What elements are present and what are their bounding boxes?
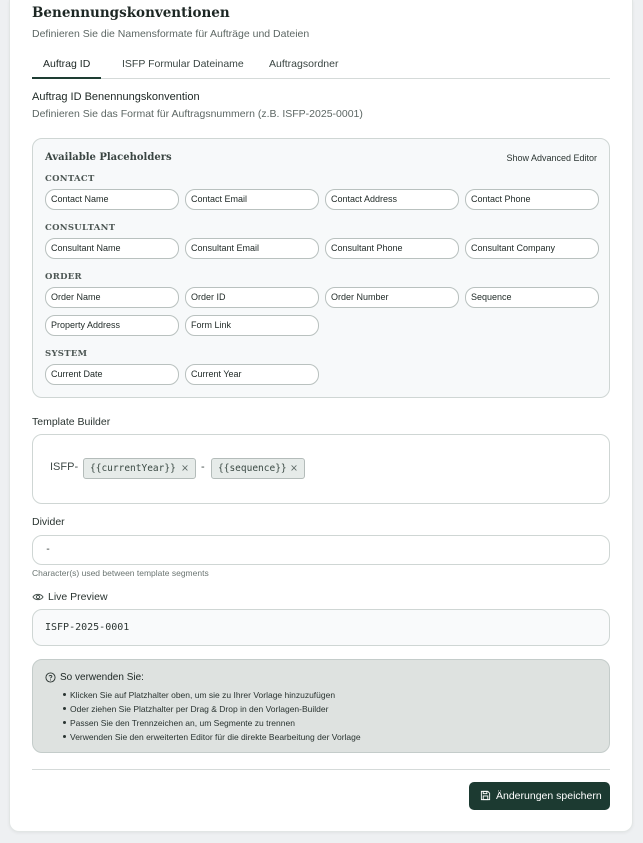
howto-list xyxy=(63,688,361,744)
placeholder-current-year[interactable]: Current Year xyxy=(185,364,319,385)
placeholder-consultant-email[interactable]: Consultant Email xyxy=(185,238,319,259)
live-preview-label: Live Preview xyxy=(48,591,108,603)
token-sequence[interactable] xyxy=(211,458,305,479)
placeholder-order-name[interactable]: Order Name xyxy=(45,287,179,308)
placeholder-sequence[interactable]: Sequence xyxy=(465,287,599,308)
section-subtitle: Definieren Sie das Format für Auftragsnummern (z.B. ISFP-2025-0001) xyxy=(32,108,363,120)
placeholder-current-date[interactable]: Current Date xyxy=(45,364,179,385)
token-label: {{sequence}} xyxy=(218,463,287,474)
live-preview-box xyxy=(32,609,610,646)
howto-item: Passen Sie den Trennzeichen an, um Segmente zu trennen xyxy=(63,716,361,730)
placeholder-consultant-phone[interactable]: Consultant Phone xyxy=(325,238,459,259)
template-prefix: ISFP- xyxy=(50,461,79,473)
placeholder-property-address[interactable]: Property Address xyxy=(45,315,179,336)
help-circle-icon xyxy=(45,672,56,683)
divider-hint: Character(s) used between template segments xyxy=(32,568,209,578)
tab-auftrag-id[interactable]: Auftrag ID xyxy=(43,58,91,70)
footer-divider xyxy=(32,769,610,770)
placeholder-form-link[interactable]: Form Link xyxy=(185,315,319,336)
page-title: Benennungskonventionen xyxy=(32,5,230,21)
divider-label: Divider xyxy=(32,516,65,528)
howto-item: Oder ziehen Sie Platzhalter per Drag & Drop in den Vorlagen-Builder xyxy=(63,702,361,716)
tab-isfp-formular-dateiname[interactable]: ISFP Formular Dateiname xyxy=(122,58,244,70)
placeholder-contact-phone[interactable]: Contact Phone xyxy=(465,189,599,210)
save-button-label: Änderungen speichern xyxy=(496,790,602,802)
category-consultant: CONSULTANT xyxy=(45,223,116,233)
placeholders-panel xyxy=(32,138,610,398)
eye-icon xyxy=(32,592,44,602)
placeholder-order-id[interactable]: Order ID xyxy=(185,287,319,308)
category-contact: CONTACT xyxy=(45,174,95,184)
howto-box xyxy=(32,659,610,753)
category-order: ORDER xyxy=(45,272,82,282)
save-icon xyxy=(480,790,491,801)
divider-input[interactable] xyxy=(32,535,610,565)
tab-auftragsordner[interactable]: Auftragsordner xyxy=(269,58,339,70)
tab-bar xyxy=(32,52,610,79)
active-tab-indicator xyxy=(32,77,101,79)
live-preview-value: ISFP-2025-0001 xyxy=(45,622,130,633)
section-title: Auftrag ID Benennungskonvention xyxy=(32,91,200,103)
settings-content xyxy=(32,0,610,831)
template-separator: - xyxy=(201,461,205,473)
save-changes-button[interactable] xyxy=(469,782,610,810)
placeholder-order-number[interactable]: Order Number xyxy=(325,287,459,308)
template-builder[interactable] xyxy=(32,434,610,504)
placeholder-consultant-name[interactable]: Consultant Name xyxy=(45,238,179,259)
placeholder-contact-name[interactable]: Contact Name xyxy=(45,189,179,210)
category-system: SYSTEM xyxy=(45,349,88,359)
remove-token-icon[interactable]: × xyxy=(181,463,189,474)
settings-card xyxy=(9,0,633,832)
placeholder-contact-address[interactable]: Contact Address xyxy=(325,189,459,210)
howto-item: Klicken Sie auf Platzhalter oben, um sie zu Ihrer Vorlage hinzuzufügen xyxy=(63,688,361,702)
placeholder-contact-email[interactable]: Contact Email xyxy=(185,189,319,210)
placeholder-consultant-company[interactable]: Consultant Company xyxy=(465,238,599,259)
divider-value: - xyxy=(45,544,52,555)
template-builder-label: Template Builder xyxy=(32,416,111,428)
remove-token-icon[interactable]: × xyxy=(290,463,298,474)
token-current-year[interactable] xyxy=(83,458,196,479)
placeholders-title: Available Placeholders xyxy=(45,152,172,163)
token-label: {{currentYear}} xyxy=(90,463,176,474)
page-subtitle: Definieren Sie die Namensformate für Aufträge und Dateien xyxy=(32,28,310,40)
howto-item: Verwenden Sie den erweiterten Editor für die direkte Bearbeitung der Vorlage xyxy=(63,730,361,744)
show-advanced-editor-link[interactable]: Show Advanced Editor xyxy=(506,153,597,163)
howto-title: So verwenden Sie: xyxy=(60,672,144,683)
